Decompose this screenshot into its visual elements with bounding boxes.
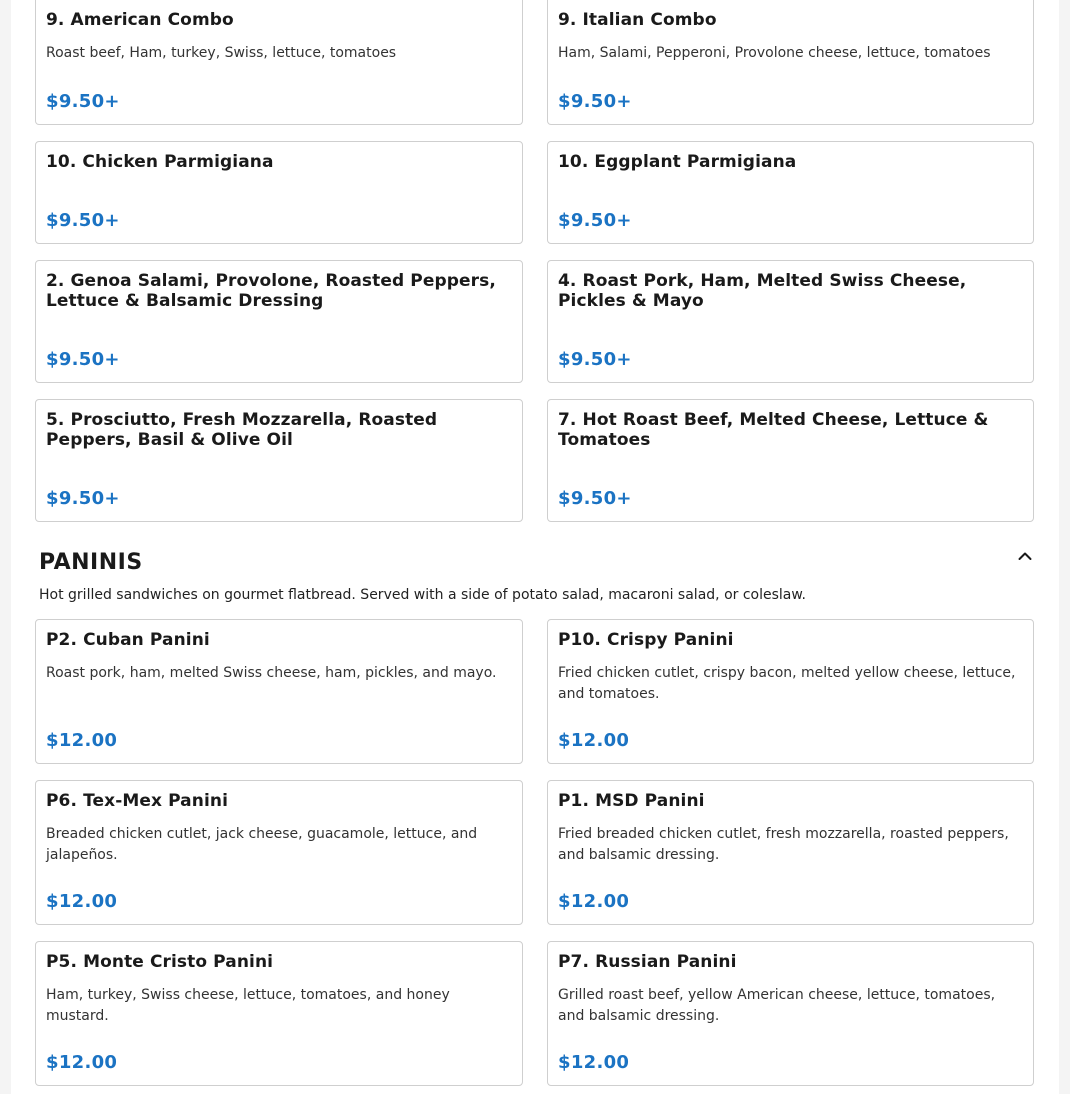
menu-item-description: Grilled roast beef, yellow American cheese, lettuce, tomatoes, and balsamic dressing. <box>558 987 996 1024</box>
menu-item-price: $12.00 <box>46 730 118 751</box>
menu-item-card[interactable] <box>35 141 523 244</box>
panini-grid <box>35 619 1034 1086</box>
menu-item-description: Fried breaded chicken cutlet, fresh mozzarella, roasted peppers, and balsamic dressing. <box>558 826 1009 863</box>
menu-page <box>11 0 1059 1094</box>
menu-item-name: P5. Monte Cristo Panini <box>46 952 274 972</box>
menu-item-price: $12.00 <box>46 891 118 912</box>
menu-item-name: P10. Crispy Panini <box>558 630 734 650</box>
menu-item-card[interactable] <box>35 399 523 522</box>
menu-item-name: 7. Hot Roast Beef, Melted Cheese, Lettuce & Tomatoes <box>558 410 989 450</box>
menu-item-name: P1. MSD Panini <box>558 791 705 811</box>
menu-item-name: 2. Genoa Salami, Provolone, Roasted Peppers, Lettuce & Balsamic Dressing <box>46 271 496 311</box>
menu-item-card[interactable] <box>547 941 1034 1086</box>
menu-item-name: 9. American Combo <box>46 10 234 30</box>
menu-item-card[interactable] <box>547 780 1034 925</box>
menu-item-price: $9.50+ <box>558 210 632 231</box>
menu-item-card[interactable] <box>35 260 523 383</box>
menu-item-name: 4. Roast Pork, Ham, Melted Swiss Cheese, Pickles & Mayo <box>558 271 967 311</box>
menu-item-card[interactable] <box>547 399 1034 522</box>
menu-item-card[interactable] <box>35 941 523 1086</box>
menu-item-name: 9. Italian Combo <box>558 10 717 30</box>
menu-item-card[interactable] <box>35 0 523 125</box>
menu-item-name: P6. Tex-Mex Panini <box>46 791 229 811</box>
sandwich-grid <box>35 0 1034 522</box>
menu-item-name: 10. Eggplant Parmigiana <box>558 152 797 172</box>
menu-item-description: Fried chicken cutlet, crispy bacon, melted yellow cheese, lettuce, and tomatoes. <box>558 665 1016 702</box>
menu-item-card[interactable] <box>35 780 523 925</box>
menu-item-price: $9.50+ <box>558 488 632 509</box>
menu-item-card[interactable] <box>547 260 1034 383</box>
menu-item-name: P7. Russian Panini <box>558 952 737 972</box>
menu-item-price: $12.00 <box>46 1052 118 1073</box>
menu-item-price: $12.00 <box>558 730 630 751</box>
menu-item-price: $9.50+ <box>46 91 120 112</box>
menu-item-price: $9.50+ <box>558 91 632 112</box>
menu-item-card[interactable] <box>547 619 1034 764</box>
menu-item-name: 5. Prosciutto, Fresh Mozzarella, Roasted Peppers, Basil & Olive Oil <box>46 410 438 450</box>
menu-item-description: Ham, Salami, Pepperoni, Provolone cheese, lettuce, tomatoes <box>558 45 991 61</box>
menu-item-description: Roast pork, ham, melted Swiss cheese, ham, pickles, and mayo. <box>46 665 497 681</box>
menu-item-name: 10. Chicken Parmigiana <box>46 152 274 172</box>
menu-item-price: $9.50+ <box>558 349 632 370</box>
section-title: PANINIS <box>39 550 143 575</box>
menu-item-name: P2. Cuban Panini <box>46 630 210 650</box>
menu-item-price: $12.00 <box>558 891 630 912</box>
menu-item-card[interactable] <box>547 0 1034 125</box>
menu-item-price: $12.00 <box>558 1052 630 1073</box>
menu-item-card[interactable] <box>547 141 1034 244</box>
menu-item-price: $9.50+ <box>46 210 120 231</box>
menu-item-description: Roast beef, Ham, turkey, Swiss, lettuce, tomatoes <box>46 45 397 61</box>
chevron-up-icon[interactable] <box>1015 546 1035 566</box>
menu-item-card[interactable] <box>35 619 523 764</box>
menu-item-price: $9.50+ <box>46 488 120 509</box>
menu-item-price: $9.50+ <box>46 349 120 370</box>
section-description: Hot grilled sandwiches on gourmet flatbread. Served with a side of potato salad, macaroni salad, or coleslaw. <box>39 587 806 603</box>
menu-item-description: Breaded chicken cutlet, jack cheese, guacamole, lettuce, and jalapeños. <box>46 826 478 863</box>
menu-item-description: Ham, turkey, Swiss cheese, lettuce, tomatoes, and honey mustard. <box>46 987 450 1024</box>
